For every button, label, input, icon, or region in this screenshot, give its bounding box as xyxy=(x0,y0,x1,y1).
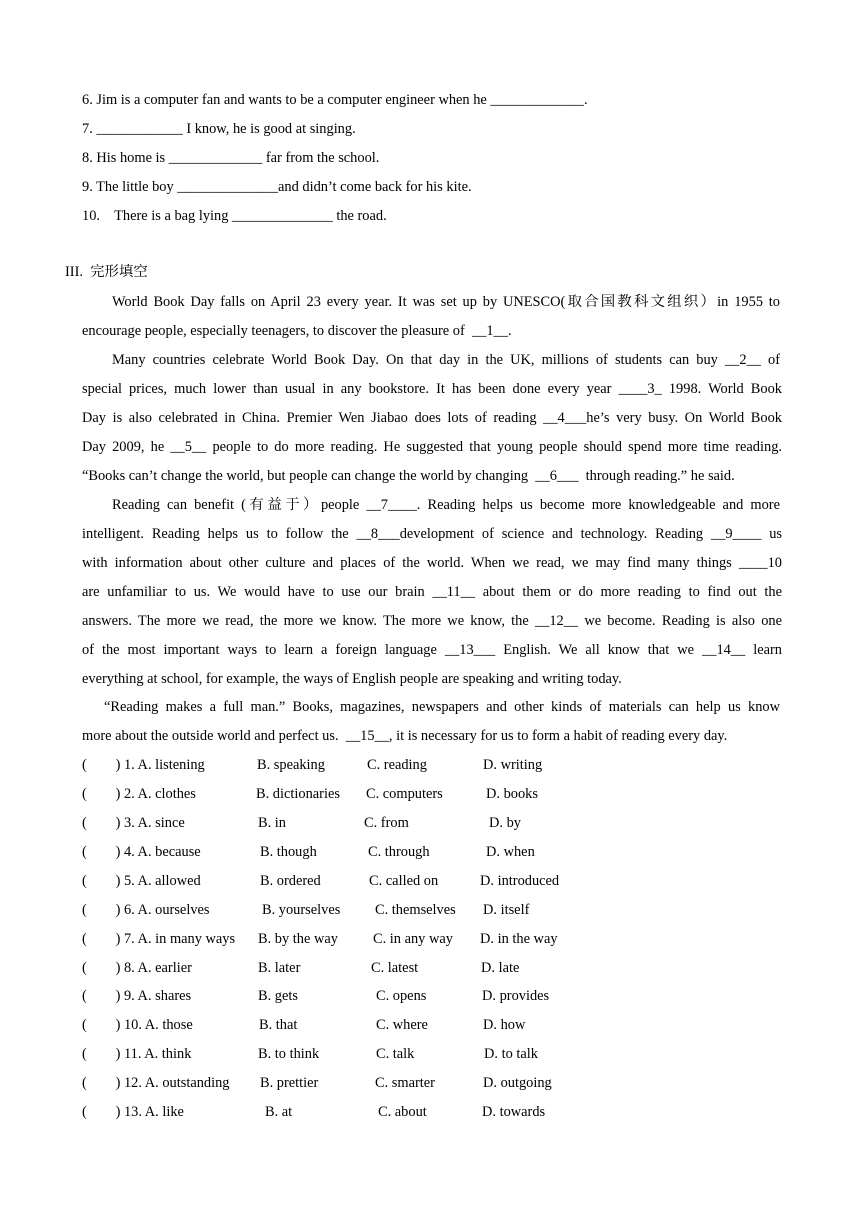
passage-line: Day is also celebrated in China. Premier Wen Jiabao does lots of reading __4___he’s very busy. On World Book xyxy=(82,410,782,426)
question-row: ( ) 4. A. because xyxy=(82,844,201,860)
section-title: III. 完形填空 xyxy=(65,264,148,280)
passage-line: “Reading makes a full man.” Books, magazines, newspapers and other kinds of materials can help us know xyxy=(104,699,780,715)
option-d: D. introduced xyxy=(480,873,560,889)
option-c: C. about xyxy=(378,1104,427,1120)
option-b: B. prettier xyxy=(260,1075,319,1091)
sentence-6: 6. Jim is a computer fan and wants to be a computer engineer when he _____________. xyxy=(82,92,588,108)
option-d: D. provides xyxy=(482,988,550,1004)
passage-line: intelligent. Reading helps us to follow the __8___development of science and technology. Reading __9____ us xyxy=(82,526,782,542)
option-d: D. itself xyxy=(483,902,530,918)
option-c: C. from xyxy=(364,815,409,831)
option-d: D. late xyxy=(481,960,520,976)
option-c: C. through xyxy=(368,844,430,860)
option-b: B. later xyxy=(258,960,301,976)
passage-line: World Book Day falls on April 23 every year. It was set up by UNESCO(取合国教科文组织）in 1955 to xyxy=(112,294,780,310)
question-row: ( ) 9. A. shares xyxy=(82,988,192,1004)
passage-line: Reading can benefit (有益于）people __7____. Reading helps us become more knowledgeable and more xyxy=(112,497,780,513)
option-c: C. smarter xyxy=(375,1075,435,1091)
option-c: C. opens xyxy=(376,988,427,1004)
option-b: B. that xyxy=(259,1017,298,1033)
option-b: B. ordered xyxy=(260,873,321,889)
option-c: C. computers xyxy=(366,786,443,802)
option-b: B. gets xyxy=(258,988,298,1004)
question-row: ( ) 12. A. outstanding xyxy=(82,1075,230,1091)
option-b: B. at xyxy=(265,1104,293,1120)
passage-line: Many countries celebrate World Book Day. On that day in the UK, millions of students can buy __2__ of xyxy=(112,352,780,368)
question-row: ( ) 6. A. ourselves xyxy=(82,902,210,918)
option-b: B. by the way xyxy=(258,931,338,947)
option-d: D. when xyxy=(486,844,535,860)
sentence-8: 8. His home is _____________ far from the school. xyxy=(82,150,380,166)
option-b: B. though xyxy=(260,844,317,860)
passage-line: more about the outside world and perfect us. __15__, it is necessary for us to form a habit of reading every day. xyxy=(82,728,728,744)
option-d: D. to talk xyxy=(484,1046,538,1062)
option-b: B. to think xyxy=(258,1046,320,1062)
option-c: C. latest xyxy=(371,960,419,976)
sentence-9: 9. The little boy ______________and didn’t come back for his kite. xyxy=(82,179,472,195)
question-row: ( ) 5. A. allowed xyxy=(82,873,201,889)
passage-line: of the most important ways to learn a foreign language __13___ English. We all know that we __14__ learn xyxy=(82,642,782,658)
sentence-7: 7. ____________ I know, he is good at singing. xyxy=(82,121,356,137)
question-row: ( ) 7. A. in many ways xyxy=(82,931,236,947)
option-b: B. speaking xyxy=(257,757,325,773)
question-row: ( ) 11. A. think xyxy=(82,1046,192,1062)
option-c: C. called on xyxy=(369,873,439,889)
question-row: ( ) 1. A. listening xyxy=(82,757,205,773)
option-c: C. reading xyxy=(367,757,427,773)
option-d: D. writing xyxy=(483,757,543,773)
option-c: C. where xyxy=(376,1017,428,1033)
option-d: D. books xyxy=(486,786,538,802)
option-c: C. in any way xyxy=(373,931,453,947)
option-d: D. towards xyxy=(482,1104,546,1120)
passage-line: special prices, much lower than usual in any bookstore. It has been done every year ____3_ 1998. World Book xyxy=(82,381,782,397)
option-b: B. yourselves xyxy=(262,902,341,918)
option-d: D. in the way xyxy=(480,931,558,947)
passage-line: “Books can’t change the world, but people can change the world by changing __6___ through reading.” he said. xyxy=(82,468,735,484)
option-d: D. outgoing xyxy=(483,1075,552,1091)
option-c: C. talk xyxy=(376,1046,415,1062)
question-row: ( ) 2. A. clothes xyxy=(82,786,196,802)
passage-line: are unfamiliar to us. We would have to use our brain __11__ about them or do more reading to find out the xyxy=(82,584,782,600)
passage-line: everything at school, for example, the ways of English people are speaking and writing today. xyxy=(82,671,622,687)
question-row: ( ) 8. A. earlier xyxy=(82,960,192,976)
passage-line: with information about other culture and places of the world. When we read, we may find many things ____10 xyxy=(82,555,782,571)
question-row: ( ) 3. A. since xyxy=(82,815,185,831)
option-b: B. in xyxy=(258,815,286,831)
option-c: C. themselves xyxy=(375,902,456,918)
passage-line: Day 2009, he __5__ people to do more reading. He suggested that young people should spend more time reading. xyxy=(82,439,782,455)
passage-line: encourage people, especially teenagers, to discover the pleasure of __1__. xyxy=(82,323,512,339)
sentence-10: 10. There is a bag lying ______________ the road. xyxy=(82,208,387,224)
option-d: D. by xyxy=(489,815,521,831)
question-row: ( ) 13. A. like xyxy=(82,1104,184,1120)
passage-line: answers. The more we read, the more we know. The more we know, the __12__ we become. Reading is also one xyxy=(82,613,782,629)
question-row: ( ) 10. A. those xyxy=(82,1017,193,1033)
option-d: D. how xyxy=(483,1017,526,1033)
option-b: B. dictionaries xyxy=(256,786,340,802)
